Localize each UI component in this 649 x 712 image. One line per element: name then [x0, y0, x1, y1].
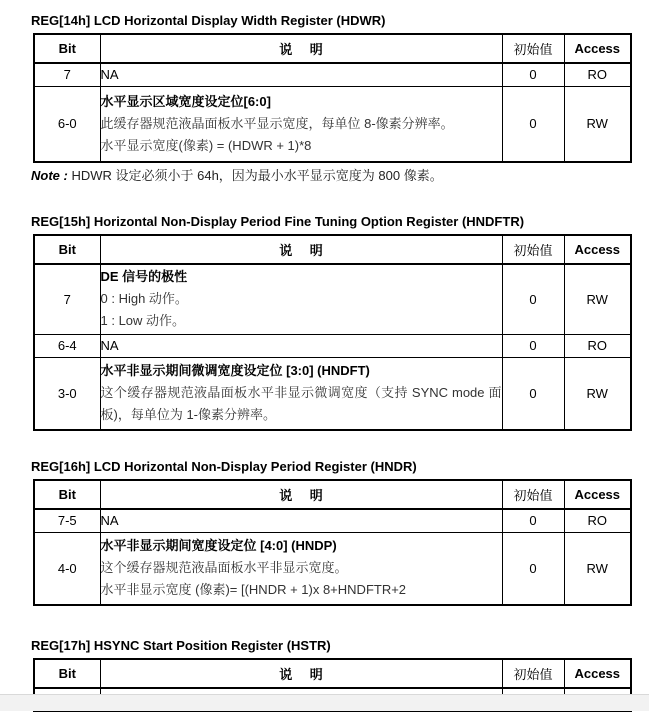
access-cell: RO — [564, 509, 631, 532]
init-cell: 0 — [502, 509, 564, 532]
note-label: Note : — [31, 168, 68, 183]
desc-line: 0 : High 动作。 — [100, 291, 188, 307]
init-cell: 0 — [502, 334, 564, 357]
desc-cell — [100, 334, 502, 357]
desc-title: DE 信号的极性 — [100, 269, 188, 285]
desc-line: 此缓存器规范液晶面板水平显示宽度，每单位 8-像素分辨率。 — [100, 115, 454, 131]
desc-title: 水平非显示期间宽度设定位 [4:0] (HNDP) — [100, 538, 337, 554]
table-row — [34, 63, 631, 86]
table-row — [34, 86, 631, 162]
table-row — [34, 532, 631, 605]
desc-line: NA — [100, 67, 119, 83]
table-header-row — [34, 235, 631, 264]
desc-title: 水平显示区域宽度设定位[6:0] — [100, 93, 271, 109]
header-init: 初始值 — [502, 480, 564, 509]
header-init: 初始值 — [502, 235, 564, 264]
header-desc: 说 明 — [100, 235, 502, 264]
table-row — [34, 357, 631, 430]
header-desc: 说 明 — [100, 480, 502, 509]
desc-cell — [100, 532, 502, 605]
access-cell: RW — [564, 86, 631, 162]
desc-line: 这个缓存器规范液晶面板水平非显示宽度。 — [100, 560, 348, 576]
header-init: 初始值 — [502, 659, 564, 688]
init-cell: 0 — [502, 264, 564, 334]
desc-line: 1 : Low 动作。 — [100, 313, 186, 329]
desc-line: 水平非显示宽度 (像素)= [(HNDR + 1)x 8+HNDFTR+2 — [100, 582, 407, 598]
header-init: 初始值 — [502, 34, 564, 63]
desc-cell — [100, 63, 502, 86]
header-bit: Bit — [34, 235, 100, 264]
init-cell: 0 — [502, 63, 564, 86]
header-bit: Bit — [34, 480, 100, 509]
access-cell: RW — [564, 264, 631, 334]
access-cell: RO — [564, 63, 631, 86]
desc-line: NA — [100, 338, 119, 353]
init-cell: 0 — [502, 532, 564, 605]
table-header-row — [34, 659, 631, 688]
table-row — [34, 509, 631, 532]
desc-line: NA — [100, 513, 119, 529]
header-bit: Bit — [34, 34, 100, 63]
reg14-note — [31, 165, 443, 184]
bit-cell: 7 — [34, 264, 100, 334]
viewer-bottom-bar — [0, 694, 649, 711]
header-access: Access — [564, 235, 631, 264]
header-desc: 说 明 — [100, 659, 502, 688]
init-cell: 0 — [502, 357, 564, 430]
reg15-title: REG[15h] Horizontal Non-Display Period Fine Tuning Option Register (HNDFTR) — [31, 214, 525, 229]
reg14-title: REG[14h] LCD Horizontal Display Width Register (HDWR) — [31, 13, 386, 28]
desc-title: 水平非显示期间微调宽度设定位 [3:0] (HNDFT) — [100, 363, 370, 379]
init-cell: 0 — [502, 86, 564, 162]
desc-cell — [100, 264, 502, 334]
reg16-table — [33, 479, 632, 606]
reg14-table — [33, 33, 632, 163]
note-text: HDWR 设定必须小于 64h，因为最小水平显示宽度为 800 像素。 — [67, 168, 443, 183]
header-bit: Bit — [34, 659, 100, 688]
reg16-title: REG[16h] LCD Horizontal Non-Display Period Register (HNDR) — [31, 459, 417, 474]
desc-line: 水平显示宽度(像素) = (HDWR + 1)*8 — [100, 137, 312, 153]
desc-line: 这个缓存器规范液晶面板水平非显示微调宽度（支持 SYNC mode 面板)，每单位为 1-像素分辨率。 — [100, 385, 502, 423]
reg17-title: REG[17h] HSYNC Start Position Register (HSTR) — [31, 638, 331, 653]
access-cell: RO — [564, 334, 631, 357]
header-desc: 说 明 — [100, 34, 502, 63]
table-header-row — [34, 480, 631, 509]
header-access: Access — [564, 480, 631, 509]
bit-cell: 3-0 — [34, 357, 100, 430]
bit-cell: 7-5 — [34, 509, 100, 532]
reg15-table — [33, 234, 632, 431]
access-cell: RW — [564, 532, 631, 605]
desc-cell — [100, 86, 502, 162]
desc-cell — [100, 357, 502, 430]
bit-cell: 6-0 — [34, 86, 100, 162]
desc-cell — [100, 509, 502, 532]
table-header-row — [34, 34, 631, 63]
table-row — [34, 334, 631, 357]
access-cell: RW — [564, 357, 631, 430]
header-access: Access — [564, 34, 631, 63]
header-access: Access — [564, 659, 631, 688]
bit-cell: 4-0 — [34, 532, 100, 605]
bit-cell: 6-4 — [34, 334, 100, 357]
table-row — [34, 264, 631, 334]
bit-cell: 7 — [34, 63, 100, 86]
